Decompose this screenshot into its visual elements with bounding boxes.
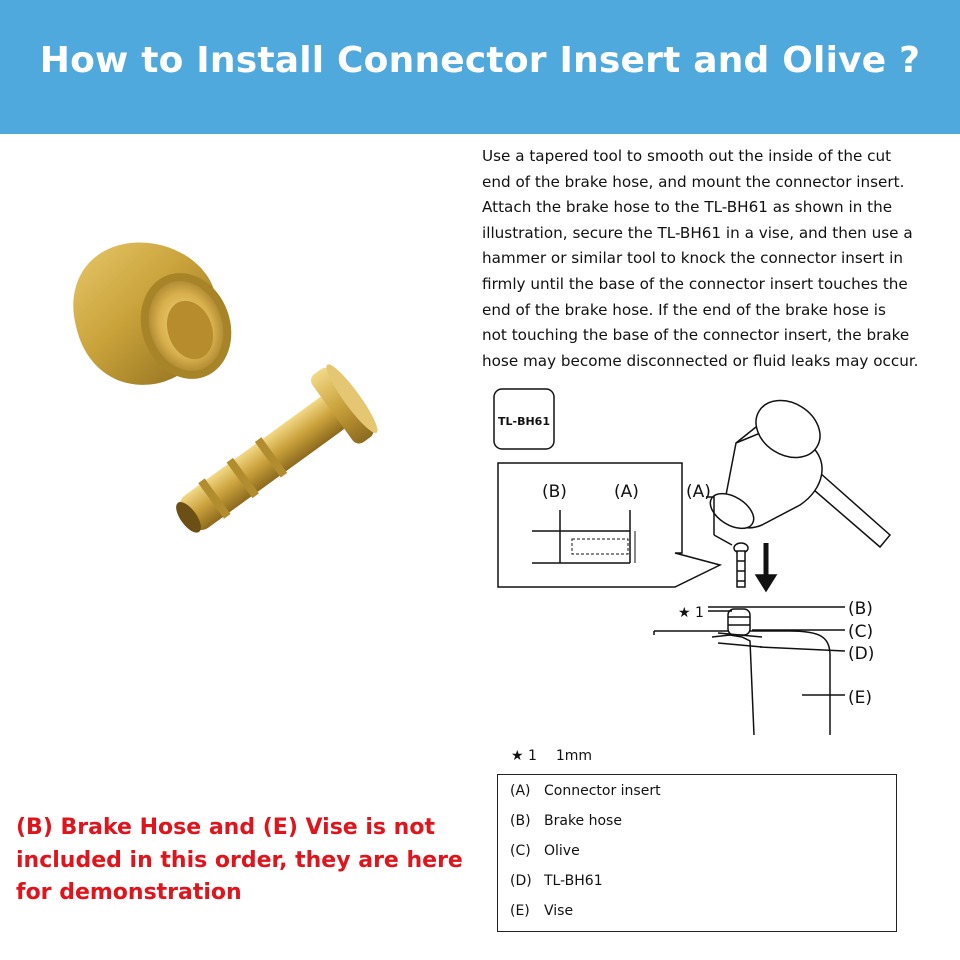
legend-key: (A) xyxy=(510,783,531,799)
legend-item xyxy=(510,813,622,829)
legend-item xyxy=(510,903,573,919)
legend-label: Brake hose xyxy=(544,813,622,829)
star-marker: ★ 1 xyxy=(678,605,704,621)
legend-item xyxy=(510,873,603,889)
legend-key: (D) xyxy=(510,873,532,889)
instruction-line: hose may become disconnected or fluid leaks may occur. xyxy=(482,351,919,370)
legend-label: TL-BH61 xyxy=(544,873,603,889)
instruction-line: illustration, secure the TL-BH61 in a vise, and then use a xyxy=(482,223,913,242)
legend xyxy=(497,774,897,932)
tool-badge-label: TL-BH61 xyxy=(498,415,550,428)
instruction-line: hammer or similar tool to knock the connector insert in xyxy=(482,249,904,268)
label-c: (C) xyxy=(848,622,874,642)
note-line: for demonstration xyxy=(16,880,242,905)
product-photo-graphic xyxy=(14,148,470,618)
olive-icon xyxy=(728,609,750,635)
footnote xyxy=(511,748,592,764)
label-e: (E) xyxy=(848,688,873,708)
instruction-line: not touching the base of the connector insert, the brake xyxy=(482,326,910,345)
product-photo xyxy=(14,148,470,618)
legend-label: Olive xyxy=(544,843,580,859)
legend-item xyxy=(510,783,661,799)
legend-key: (B) xyxy=(510,813,531,829)
legend-label: Vise xyxy=(544,903,574,919)
connector-insert-part xyxy=(157,360,383,556)
instruction-line: end of the brake hose, and mount the connector insert. xyxy=(482,172,905,191)
connector-insert-icon xyxy=(734,543,748,587)
title-banner xyxy=(0,0,960,134)
callout-a-label: (A) xyxy=(614,482,639,502)
note-line: (B) Brake Hose and (E) Vise is not xyxy=(16,815,435,840)
hammer-a-label: (A) xyxy=(686,482,711,502)
instruction-line: end of the brake hose. If the end of the brake hose is xyxy=(482,300,886,319)
legend-key: (E) xyxy=(510,903,530,919)
instruction-line: Attach the brake hose to the TL-BH61 as shown in the xyxy=(482,198,893,217)
label-d: (D) xyxy=(848,644,875,664)
callout-b-label: (B) xyxy=(542,482,567,502)
installation-instructions xyxy=(482,144,952,374)
down-arrow-icon xyxy=(756,543,776,591)
page-title: How to Install Connector Insert and Olive ? xyxy=(39,40,921,81)
instruction-line: Use a tapered tool to smooth out the inside of the cut xyxy=(482,147,892,165)
instruction-line: firmly until the base of the connector insert touches the xyxy=(482,274,908,293)
hammer-icon xyxy=(704,389,890,547)
legend-key: (C) xyxy=(510,843,531,859)
legend-item xyxy=(510,843,580,859)
note-line: included in this order, they are here xyxy=(16,847,463,873)
footnote-value: 1mm xyxy=(555,748,593,764)
footnote-star: ★ 1 xyxy=(511,748,537,764)
disclaimer-note xyxy=(16,812,486,910)
legend-label: Connector insert xyxy=(544,783,661,799)
olive-part xyxy=(73,242,246,391)
label-b: (B) xyxy=(848,599,873,619)
installation-diagram xyxy=(480,385,956,740)
